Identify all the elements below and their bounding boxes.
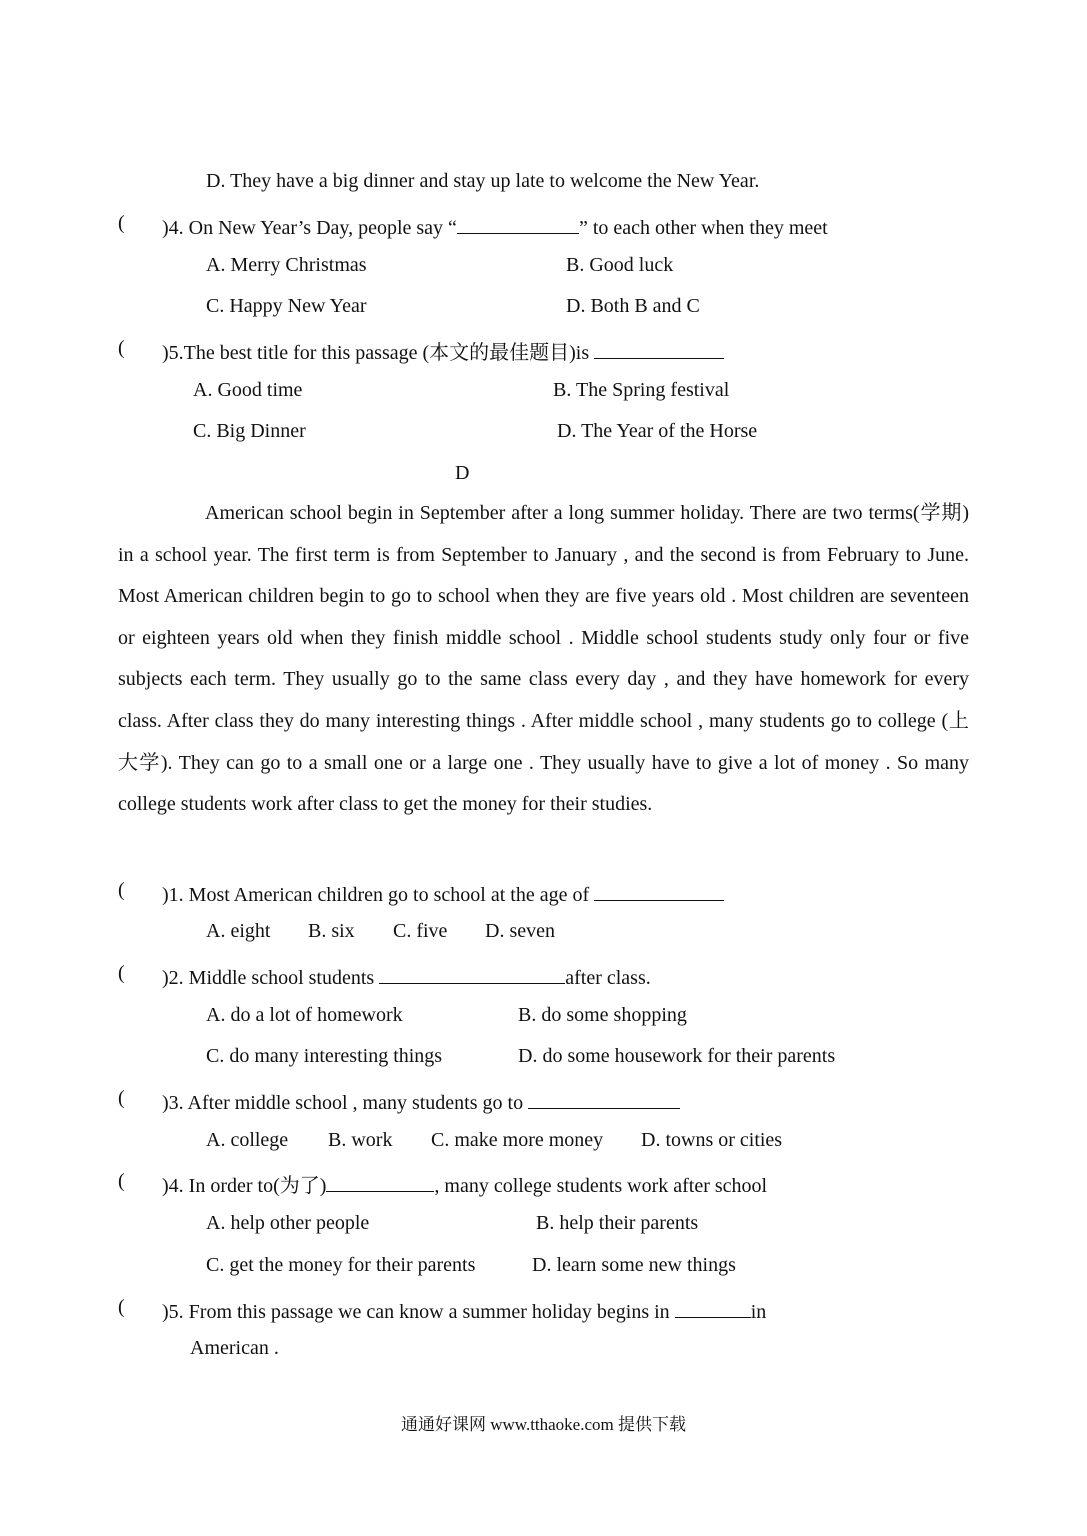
option-d: D. Both B and C (566, 295, 700, 317)
question-text: )4. On New Year’s Day, people say “ (162, 217, 457, 239)
option-b: B. Good luck (566, 254, 674, 276)
option-a: A. Merry Christmas (206, 254, 367, 276)
passage-text: American school begin in September after a long summer holiday. There are two terms(学期) in a school year. The first term is from September to January , and the second is from February to June. Most American children begin to go to school when they are five years old . Most children are seventeen or eighteen years old when they finish middle school . Middle school students study only four or five subjects each term. They usually go to the same class every day , and they have homework for every class. After class they do many interesting things . After middle school , many students go to college (上大学). They can go to a small one or a large one . They usually have to give a lot of money . So many college students work after class to get the money for their studies. (118, 502, 969, 816)
option-a: A. Good time (193, 379, 303, 401)
option-c: C. five (393, 920, 448, 942)
option-a: A. do a lot of homework (206, 1004, 403, 1026)
reading-passage (118, 493, 969, 826)
question-text: )3. After middle school , many students go to (162, 1092, 524, 1114)
answer-paren: ( (118, 1170, 125, 1192)
option-b: B. work (328, 1129, 393, 1151)
option-b: B. The Spring festival (553, 379, 730, 401)
question-d4 (162, 1171, 767, 1196)
option-c: C. get the money for their parents (206, 1254, 476, 1276)
question-text: )4. In order to(为了) (162, 1175, 327, 1197)
option-d: D. learn some new things (532, 1254, 736, 1276)
option-a: A. help other people (206, 1212, 370, 1234)
question-text: )1. Most American children go to school at the age of (162, 884, 590, 906)
option-d: D. seven (485, 920, 555, 942)
question-text-after: in (750, 1301, 767, 1323)
question-d5 (162, 1297, 766, 1322)
option-d: D. towns or cities (641, 1129, 783, 1151)
answer-blank (379, 963, 565, 984)
option-c: C. Big Dinner (193, 420, 306, 442)
option-c: C. do many interesting things (206, 1045, 443, 1067)
question-text: )2. Middle school students (162, 967, 375, 989)
answer-blank (457, 213, 579, 234)
option-a: A. eight (206, 920, 271, 942)
question-text: )5.The best title for this passage (本文的最佳题目)is (162, 342, 590, 364)
question-d1 (162, 880, 724, 905)
option-b: B. six (308, 920, 355, 942)
question-text: )5. From this passage we can know a summer holiday begins in (162, 1301, 670, 1323)
answer-paren: ( (118, 962, 125, 984)
option-c: C. make more money (431, 1129, 604, 1151)
answer-blank (675, 1297, 751, 1318)
question-continuation: American . (190, 1337, 279, 1359)
answer-blank (326, 1171, 434, 1192)
prev-option-d: D. They have a big dinner and stay up late to welcome the New Year. (206, 170, 760, 192)
answer-paren: ( (118, 879, 125, 901)
answer-paren: ( (118, 212, 125, 234)
question-c4 (162, 213, 828, 238)
option-d: D. do some housework for their parents (518, 1045, 836, 1067)
section-heading: D (455, 462, 470, 484)
question-text-after: ” to each other when they meet (578, 217, 828, 239)
answer-paren: ( (118, 1296, 125, 1318)
question-text-after: , many college students work after school (434, 1175, 768, 1197)
question-d3 (162, 1088, 680, 1113)
option-a: A. college (206, 1129, 289, 1151)
question-d2 (162, 963, 651, 988)
option-c: C. Happy New Year (206, 295, 367, 317)
option-b: B. help their parents (536, 1212, 699, 1234)
answer-blank (528, 1088, 680, 1109)
question-text-after: after class. (565, 967, 651, 989)
question-c5 (162, 338, 724, 363)
option-b: B. do some shopping (518, 1004, 687, 1026)
page-footer: 通通好课网 www.tthaoke.com 提供下载 (400, 1415, 687, 1434)
answer-paren: ( (118, 1087, 125, 1109)
answer-blank (594, 880, 724, 901)
answer-paren: ( (118, 337, 125, 359)
option-d: D. The Year of the Horse (557, 420, 758, 442)
answer-blank (594, 338, 724, 359)
